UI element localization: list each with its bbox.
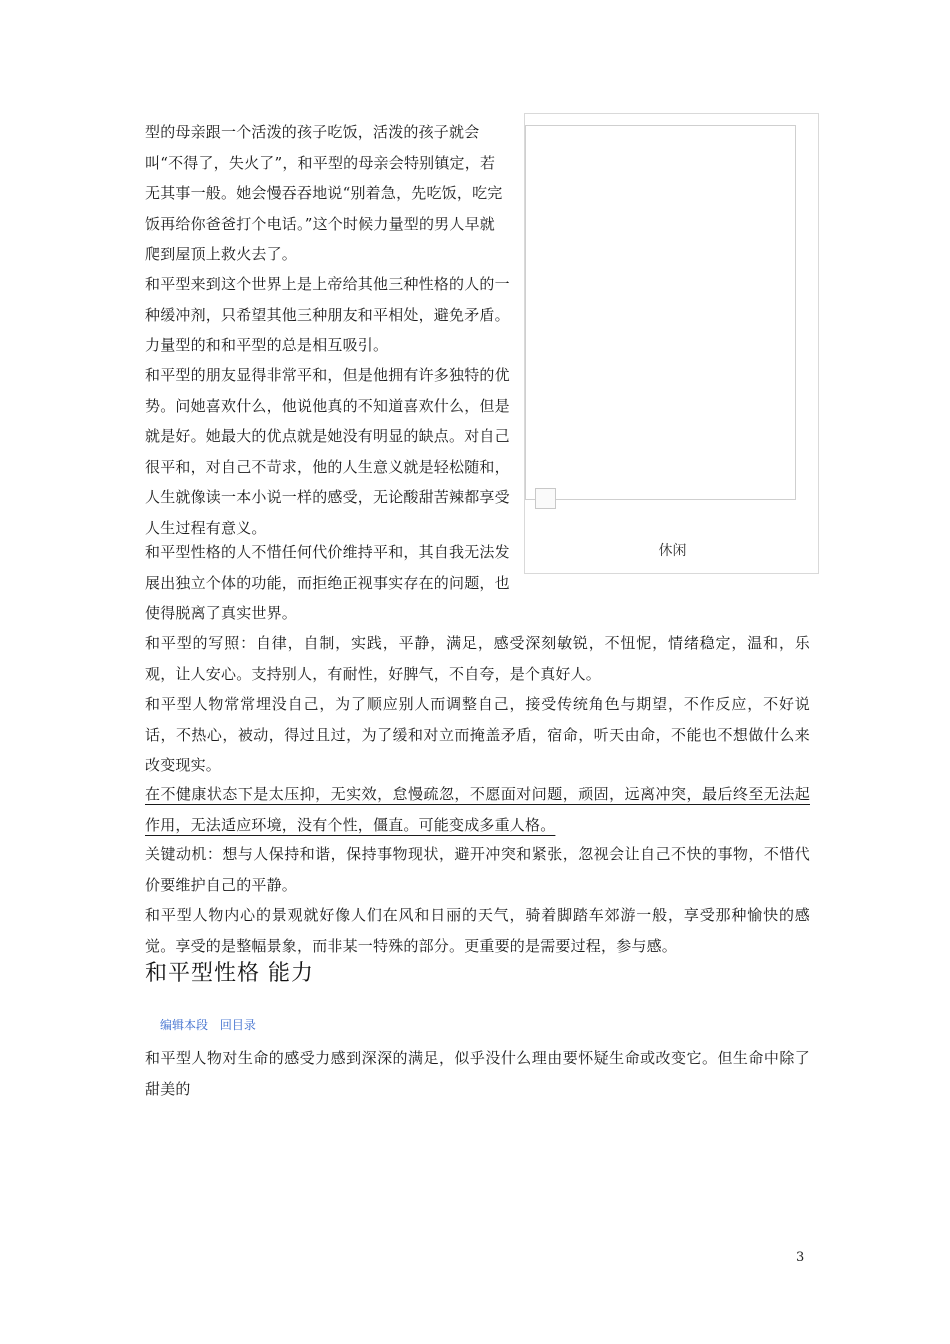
edit-section-link[interactable]: 编辑本段 <box>160 1018 209 1032</box>
section-heading: 和平型性格 能力 <box>145 961 314 986</box>
paragraph-inner-landscape: 和平型人物内心的景观就好像人们在风和日丽的天气，骑着脚踏车郊游一般，享受那种愉快的感觉。享受的是整幅景象，而非某一特殊的部分。更重要的是需要过程，参与感。 <box>145 906 810 955</box>
broken-image-icon <box>535 488 556 509</box>
paragraph-friend-advantages: 和平型的朋友显得非常平和，但是他拥有许多独特的优势。问她喜欢什么，他说他真的不知道喜欢什么，但是就是好。她最大的优点就是她没有明显的缺点。对自己很平和，对自己不苛求，他的人生意义就是轻松随和，人生就像读一本小说一样的感受，无论酸甜苦辣都享受人生过程有意义。 <box>145 366 510 537</box>
figure-box <box>524 113 819 574</box>
page-number: 3 <box>796 1250 805 1265</box>
figure-image-placeholder <box>525 125 796 500</box>
paragraph-unhealthy-state: 在不健康状态下是太压抑，无实效，怠慢疏忽，不愿面对问题，顽固，远离冲突，最后终至无法起作用，无法适应环境，没有个性，僵直。可能变成多重人格。 <box>145 785 810 834</box>
paragraph-mother-child: 型的母亲跟一个活泼的孩子吃饭，活泼的孩子就会叫“不得了，失火了”，和平型的母亲会特别镇定，若无其事一般。她会慢吞吞地说“别着急，先吃饭，吃完饭再给你爸爸打个电话。”这个时候力量型的男人早就爬到屋顶上救火去了。 <box>145 123 503 263</box>
paragraph-key-motivation: 关键动机：想与人保持和谐，保持事物现状，避开冲突和紧张，忽视会让自己不快的事物，不惜代价要维护自己的平静。 <box>145 845 810 894</box>
paragraph-portrait: 和平型的写照：自律，自制，实践，平静，满足，感受深刻敏锐，不忸怩，情绪稳定，温和，乐观，让人安心。支持别人，有耐性，好脾气，不自夸，是个真好人。 <box>145 634 810 683</box>
paragraph-ability: 和平型人物对生命的感受力感到深深的满足，似乎没什么理由要怀疑生命或改变它。但生命中除了甜美的 <box>145 1049 810 1098</box>
figure-caption: 休闲 <box>658 543 687 559</box>
paragraph-self-suppression: 和平型人物常常埋没自己，为了顺应别人而调整自己，接受传统角色与期望，不作反应，不好说话，不热心，被动，得过且过，为了缓和对立而掩盖矛盾，宿命，听天由命，不能也不想做什么来改变现实。 <box>145 695 810 774</box>
paragraph-keep-peace: 和平型性格的人不惜任何代价维持平和，其自我无法发展出独立个体的功能，而拒绝正视事实存在的问题，也使得脱离了真实世界。 <box>145 543 510 622</box>
back-to-toc-link[interactable]: 回目录 <box>219 1018 256 1032</box>
section-edit-links <box>160 1016 264 1033</box>
paragraph-buffer-role: 和平型来到这个世界上是上帝给其他三种性格的人的一种缓冲剂，只希望其他三种朋友和平相处，避免矛盾。力量型的和和平型的总是相互吸引。 <box>145 275 510 354</box>
